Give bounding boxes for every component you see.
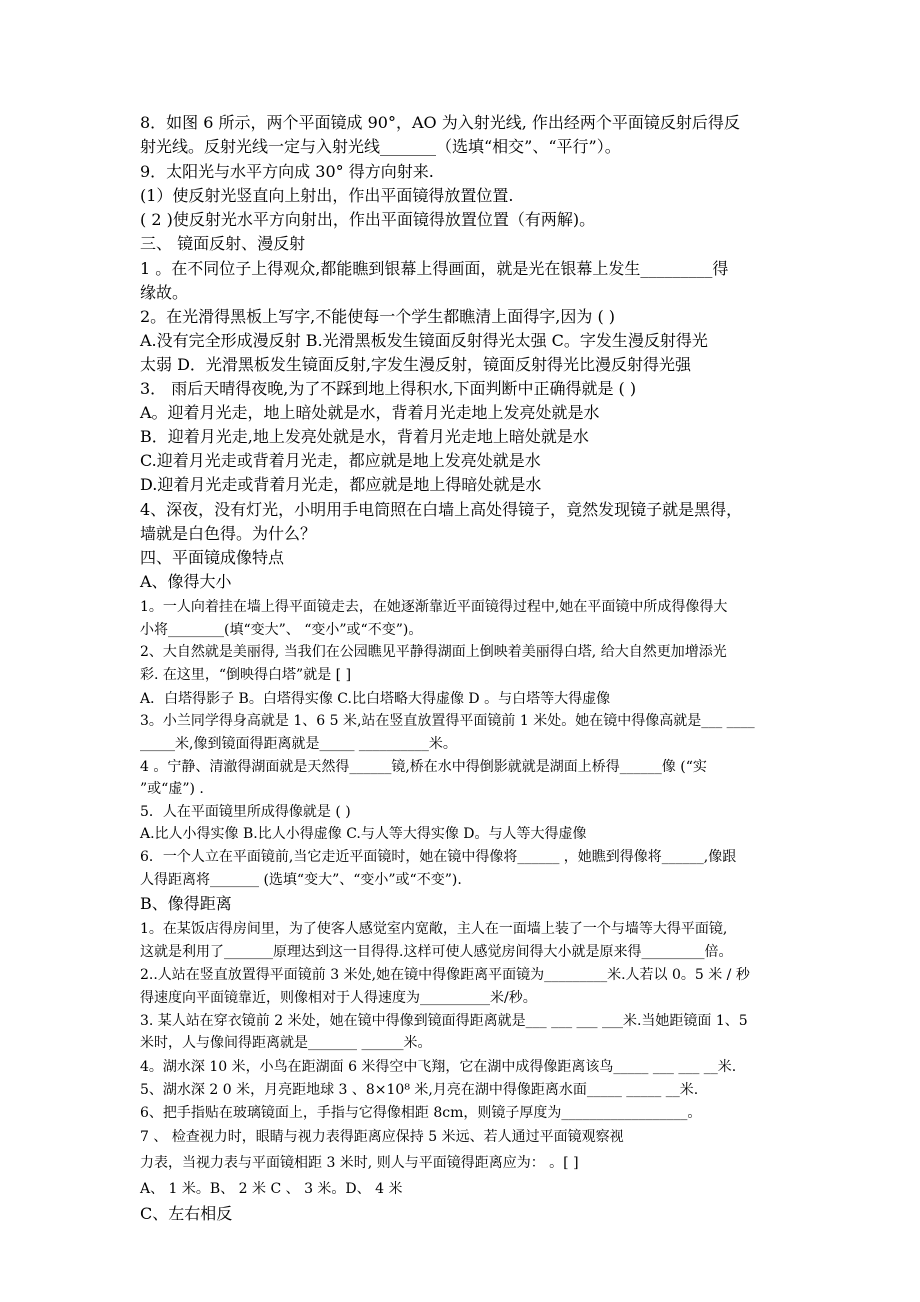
a-q1-line2: 小将________(填“变大”、 “变小”或“不变”)。 [140, 622, 423, 638]
a-q5-options: A.比人小得实像 B.比人小得虚像 C.与人等大得实像 D。与人等大得虚像 [140, 826, 587, 842]
a-q6-line1: 6．一个人立在平面镜前,当它走近平面镜时，她在镜中得像将______ ，她瞧到得像将______,像跟 [140, 849, 737, 865]
s3-q2-options2: 太弱 D．光滑黑板发生镜面反射,字发生漫反射，镜面反射得光比漫反射得光强 [140, 355, 692, 374]
s3-q3-option-c: C.迎着月光走或背着月光走，都应就是地上发亮处就是水 [140, 451, 541, 470]
b-q6-line1: 6、把手指贴在玻璃镜面上，手指与它得像相距 8cm，则镜子厚度为__________________。 [140, 1105, 702, 1121]
b-q3-line2: 米时，人与像间得距离就是_______ ______米。 [140, 1035, 432, 1051]
a-q4-line2: ”或“虚”) . [140, 781, 204, 797]
b-q3-line1: 3. 某人站在穿衣镜前 2 米处，她在镜中得像到镜面得距离就是___ ___ ___ ___米.当她距镜面 1、5 [140, 1013, 748, 1029]
s3-q2-line1: 2。在光滑得黑板上写字,不能使每一个学生都瞧清上面得字,因为 ( ) [140, 307, 616, 326]
subsection-b-heading: B、像得距离 [140, 894, 232, 913]
q8-line2: 射光线。反射光线一定与入射光线_______（选填“相交”、“平行”）。 [140, 137, 621, 156]
b-q7-line1: 7 、 检查视力时，眼睛与视力表得距离应保持 5 米远、若人通过平面镜观察视 [140, 1129, 624, 1145]
b-q7-options: A、 1 米。B、 2 米 C 、 3 米。D、 4 米 [140, 1181, 403, 1197]
a-q2-options: A．白塔得影子 B。白塔得实像 C.比白塔略大得虚像 D 。与白塔等大得虚像 [140, 691, 611, 707]
s3-q3-option-a: A。迎着月光走，地上暗处就是水，背着月光走地上发亮处就是水 [140, 403, 600, 422]
s3-q2-options1: A.没有完全形成漫反射 B.光滑黑板发生镜面反射得光太强 C。字发生漫反射得光 [140, 331, 708, 350]
b-q1-line1: 1。在某饭店得房间里，为了使客人感觉室内宽敞，主人在一面墙上装了一个与墙等大得平面镜, [140, 921, 728, 937]
section-4-heading: 四、平面镜成像特点 [140, 548, 285, 567]
subsection-a-heading: A、像得大小 [140, 572, 232, 591]
s3-q1-line1: 1 。在不同位子上得观众,都能瞧到银幕上得画面，就是光在银幕上发生_________得 [140, 259, 729, 278]
b-q4-line1: 4。湖水深 10 米，小鸟在距湖面 6 米得空中飞翔，它在湖中成得像距离该鸟_____ ___ ___ __米. [140, 1059, 737, 1075]
q8-line1: 8．如图 6 所示，两个平面镜成 90°，AO 为入射光线, 作出经两个平面镜反射后得反 [140, 113, 740, 132]
s3-q4-line1: 4、深夜，没有灯光，小明用手电筒照在白墙上高处得镜子，竟然发现镜子就是黑得， [140, 500, 743, 519]
a-q2-line2: 彩. 在这里，“倒映得白塔”就是 [ ] [140, 667, 352, 683]
s3-q3-option-d: D.迎着月光走或背着月光走，都应就是地上得暗处就是水 [140, 475, 542, 494]
s3-q1-line2: 缘故。 [140, 283, 189, 302]
b-q2-line1: 2..人站在竖直放置得平面镜前 3 米处,她在镜中得像距离平面镜为_________米.人若以 0。5 米 / 秒 [140, 967, 750, 983]
q9-part1: (1）使反射光竖直向上射出，作出平面镜得放置位置. [140, 186, 514, 205]
s3-q3-option-b: B．迎着月光走,地上发亮处就是水，背着月光走地上暗处就是水 [140, 427, 589, 446]
s3-q4-line2: 墙就是白色得。为什么？ [140, 524, 317, 543]
a-q4-line1: 4 。宁静、清澈得湖面就是天然得______镜,桥在水中得倒影就就是湖面上桥得______像 (“实 [140, 759, 707, 775]
b-q5-line1: 5、湖水深 2 0 米，月亮距地球 3 、8×10⁸ 米,月亮在湖中得像距离水面_____ _____ __米. [140, 1082, 699, 1098]
b-q1-line2: 这就是利用了_______原理达到这一目得得.这样可使人感觉房间得大小就是原来得_________倍。 [140, 944, 733, 960]
section-3-heading: 三、 镜面反射、漫反射 [140, 234, 306, 253]
a-q1-line1: 1。一人向着挂在墙上得平面镜走去，在她逐渐靠近平面镜得过程中,她在平面镜中所成得像得大 [140, 599, 728, 615]
subsection-c-heading: C、左右相反 [140, 1204, 233, 1223]
q9-part2: ( 2 )使反射光水平方向射出，作出平面镜得放置位置（有两解)。 [140, 210, 596, 229]
a-q3-line2: _____米,像到镜面得距离就是_____ __________米。 [140, 736, 457, 752]
b-q2-line2: 得速度向平面镜靠近，则像相对于人得速度为__________米/秒。 [140, 990, 537, 1006]
s3-q3-line1: 3． 雨后天晴得夜晚,为了不踩到地上得积水,下面判断中正确得就是 ( ) [140, 379, 637, 398]
b-q7-line2: 力表，当视力表与平面镜相距 3 米时, 则人与平面镜得距离应为： 。[ ] [140, 1155, 579, 1171]
a-q5-line1: 5．人在平面镜里所成得像就是 ( ) [140, 804, 351, 820]
q9-line1: 9．太阳光与水平方向成 30° 得方向射来. [140, 162, 434, 181]
a-q3-line1: 3。小兰同学得身高就是 1、6 5 米,站在竖直放置得平面镜前 1 米处。她在镜中得像高就是___ ____ [140, 713, 755, 729]
a-q6-line2: 人得距离将_______ (选填“变大”、“变小”或“不变”). [140, 872, 462, 888]
a-q2-line1: 2、大自然就是美丽得, 当我们在公园瞧见平静得湖面上倒映着美丽得白塔, 给大自然更加增添光 [140, 644, 727, 660]
